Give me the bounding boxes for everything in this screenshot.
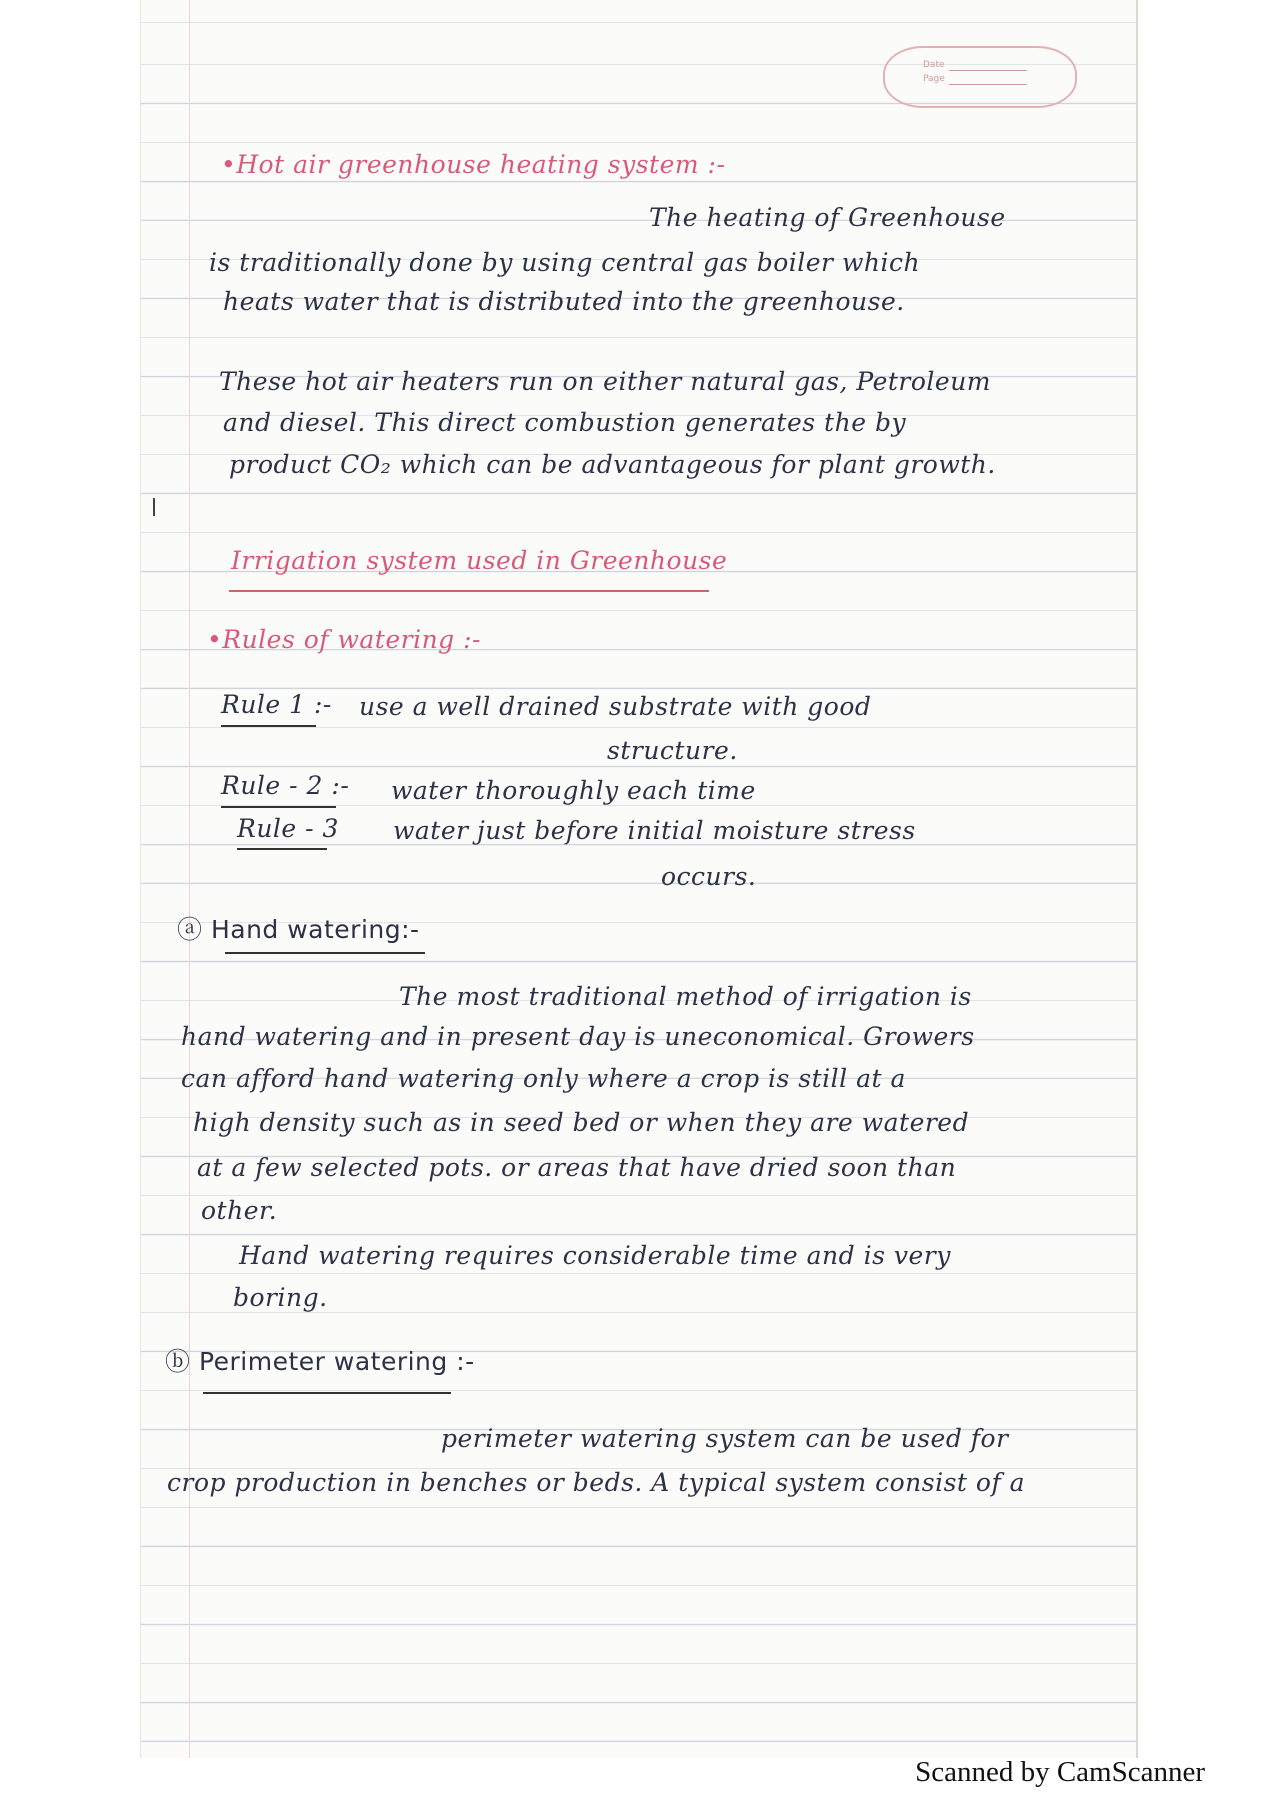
rule-3-text-line1: water just before initial moisture stress <box>393 816 916 845</box>
hot-air-p1-line1: The heating of Greenhouse <box>649 203 1006 232</box>
rule-1-text-line2: structure. <box>607 736 738 765</box>
rule-2-underline <box>221 806 336 808</box>
notebook-page <box>140 0 1138 1758</box>
rule-2-label: Rule - 2 :- <box>221 771 350 800</box>
page-rule <box>949 84 1027 85</box>
rule-2-text-line1: water thoroughly each time <box>391 776 756 805</box>
rule-1-underline <box>221 725 316 727</box>
hand-p2-line2: boring. <box>233 1283 328 1312</box>
rule-3-text-line2: occurs. <box>661 862 757 891</box>
rules-heading: •Rules of watering :- <box>207 625 482 654</box>
margin-tick <box>153 498 155 516</box>
rule-1-label: Rule 1 :- <box>221 690 332 719</box>
date-page-box <box>883 46 1077 108</box>
hand-p1-line5: at a few selected pots. or areas that have dried soon than <box>197 1153 957 1182</box>
page-label: Page <box>923 74 945 84</box>
perimeter-p1-line1: perimeter watering system can be used for <box>441 1424 1009 1453</box>
hot-air-p1-line3: heats water that is distributed into the greenhouse. <box>223 287 905 316</box>
irrigation-heading-underline <box>229 590 709 592</box>
perimeter-heading-underline <box>203 1392 451 1394</box>
rule-1-text-line1: use a well drained substrate with good <box>359 692 872 721</box>
irrigation-heading: Irrigation system used in Greenhouse <box>231 546 728 575</box>
hand-watering-heading: ⓐ Hand watering:- <box>177 915 420 944</box>
hot-air-p1-line2: is traditionally done by using central gas boiler which <box>209 248 921 277</box>
hand-p1-line3: can afford hand watering only where a crop is still at a <box>181 1064 906 1093</box>
perimeter-heading: ⓑ Perimeter watering :- <box>165 1347 475 1376</box>
perimeter-p1-line2: crop production in benches or beds. A typical system consist of a <box>167 1468 1026 1497</box>
hand-p1-line4: high density such as in seed bed or when they are watered <box>193 1108 970 1137</box>
rule-3-label: Rule - 3 <box>237 814 339 843</box>
hot-air-p2-line2: and diesel. This direct combustion generates the by <box>223 408 907 437</box>
hand-p1-line2: hand watering and in present day is uneconomical. Growers <box>181 1022 975 1051</box>
hot-air-heading: •Hot air greenhouse heating system :- <box>221 150 726 179</box>
scanner-watermark: Scanned by CamScanner <box>915 1756 1205 1788</box>
hand-watering-heading-underline <box>225 952 425 954</box>
hand-p1-line1: The most traditional method of irrigation is <box>399 982 972 1011</box>
hand-p1-line6: other. <box>201 1196 278 1225</box>
hand-p2-line1: Hand watering requires considerable time and is very <box>239 1241 951 1270</box>
hot-air-p2-line3: product CO₂ which can be advantageous for plant growth. <box>229 450 996 479</box>
rule-3-underline <box>237 848 327 850</box>
hot-air-p2-line1: These hot air heaters run on either natural gas, Petroleum <box>219 367 992 396</box>
date-rule <box>949 70 1027 71</box>
date-label: Date <box>923 60 945 70</box>
